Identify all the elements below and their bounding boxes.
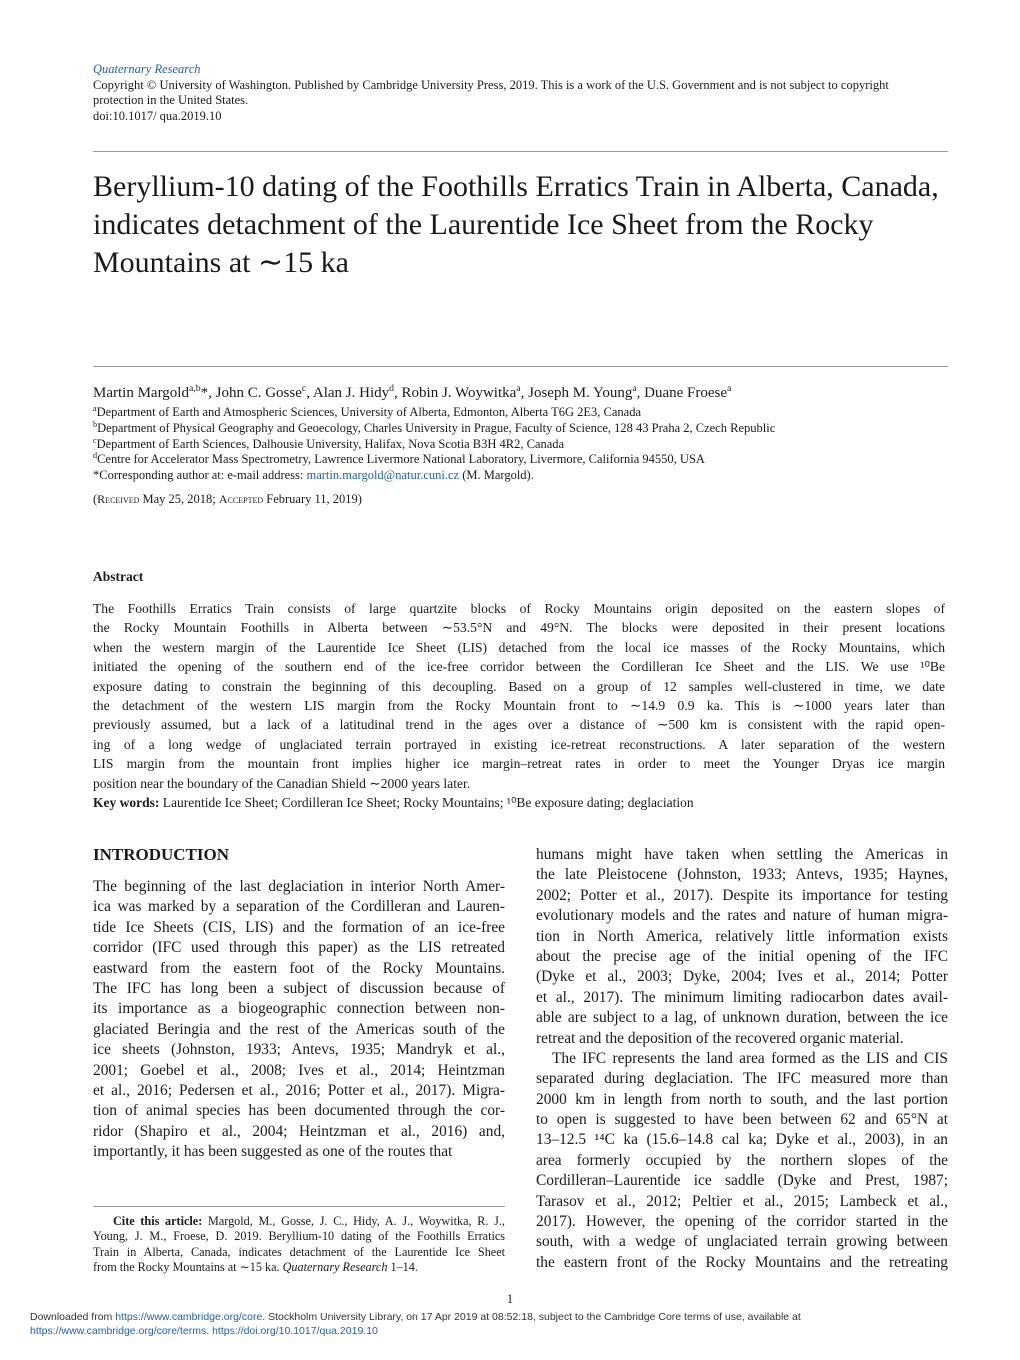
body-line: separated during deglaciation. The IFC measured more than (536, 1070, 948, 1088)
body-line: south, with a wedge of unglaciated terrain growing between (536, 1233, 948, 1251)
page-number: 1 (506, 1292, 514, 1306)
author: Martin Margold$^{a,b}$* (93, 383, 209, 401)
abstract-line: the Rocky Mountain Foothills in Alberta between ∼53.5°N and 49°N. The blocks were deposited in their present locations (93, 620, 945, 636)
body-line: eastward from the eastern foot of the Rocky Mountains. (93, 959, 505, 977)
body-line: tion of animal species has been documented through the cor- (93, 1102, 505, 1120)
cite-divider (93, 1206, 505, 1207)
abstract-line: LIS margin from the mountain front implies higher ice margin–retreat rates in order to meet the Younger Dryas ice margin (93, 756, 945, 772)
title-divider (93, 366, 948, 367)
abstract-line: exposure dating to constrain the beginning of this decoupling. Based on a group of 12 samples well-clustered in time, we date (93, 678, 945, 694)
download-footer: Downloaded from https://www.cambridge.org/core. Stockholm University Library, on 17 Apr 2019 at 08:52:18, subject to the Cambridge Core terms of use, available at https://www.cambridge.org/core/terms. https://doi.org/10.1017/qua.2019.10 (30, 1311, 801, 1337)
title-line: indicates detachment of the Laurentide Ice Sheet from the Rocky (93, 208, 874, 241)
body-line: ridor (Shapiro et al., 2004; Heintzman et al., 2016) and, (93, 1122, 505, 1140)
corresponding-author: *Corresponding author at: e-mail address: martin.margold@natur.cuni.cz (M. Margold). (93, 468, 534, 483)
body-line: the late Pleistocene (Johnston, 1933; Antevs, 1935; Haynes, (536, 866, 948, 884)
body-line: The beginning of the last deglaciation in interior North Amer- (93, 878, 505, 895)
body-line: humans might have taken when settling the Americas in (536, 846, 948, 863)
body-line: tion in North America, relatively little information exists (536, 927, 948, 945)
body-line: evolutionary models and the rates and nature of human migra- (536, 907, 948, 925)
cite-line: Cite this article: Margold, M., Gosse, J. C., Hidy, A. J., Woywitka, R. J., (113, 1214, 505, 1228)
copyright-line-1: Copyright © University of Washington. Published by Cambridge University Press, 2019. This is a work of the U.S. Government and is not subject to copyright (93, 77, 889, 92)
article-title (93, 168, 953, 282)
body-line: able are subject to a lag, of unknown duration, between the ice (536, 1009, 948, 1027)
received-dates: (Received May 25, 2018; Accepted February 11, 2019) (93, 492, 362, 506)
intro-right-column (536, 845, 948, 1273)
body-line: area formerly occupied by the northern slopes of the (536, 1151, 948, 1169)
body-line: retreat and the deposition of the recovered organic material. (536, 1029, 904, 1047)
body-line: The IFC represents the land area formed as the LIS and CIS (552, 1049, 948, 1067)
body-line: 2001; Goebel et al., 2008; Ives et al., 2014; Heintzman (93, 1061, 505, 1079)
affiliations (93, 405, 953, 484)
cambridge-core-link[interactable]: https://www.cambridge.org/core (115, 1311, 263, 1323)
affiliation: $^d$Centre for Accelerator Mass Spectrometry, Lawrence Livermore National Laboratory, Livermore, California 94550, USA (93, 451, 705, 467)
doi: doi:10.1017/ qua.2019.10 (93, 108, 222, 123)
title-line: Mountains at ∼15 ka (93, 246, 349, 279)
body-line: 2017). However, the opening of the corridor started in the (536, 1213, 948, 1231)
body-line: (Dyke et al., 2003; Dyke, 2004; Ives et al., 2014; Potter (536, 968, 948, 986)
body-line: et al., 2017). The minimum limiting radiocarbon dates avail- (536, 988, 948, 1006)
abstract-line: the detachment of the western LIS margin from the Rocky Mountain front to ∼14.9 0.9 ka. This is ∼1000 years later than (93, 697, 945, 713)
body-line: about the precise age of the initial opening of the IFC (536, 947, 948, 965)
abstract-line: The Foothills Erratics Train consists of large quartzite blocks of Rocky Mountains origin deposited on the eastern slopes of (93, 601, 945, 616)
abstract-line: previously assumed, but a lack of a latitudinal trend in the ages over a distance of ∼500 km is consistent with the rapid open- (93, 717, 945, 733)
body-line: Tarasov et al., 2012; Peltier et al., 2015; Lambeck et al., (536, 1192, 948, 1210)
journal-name[interactable]: Quaternary Research (93, 62, 201, 76)
author: Joseph M. Young$^a$ (528, 383, 637, 401)
affiliation: $^a$Department of Earth and Atmospheric Sciences, University of Alberta, Edmonton, Alberta T6G 2E3, Canada (93, 403, 642, 419)
header-divider (93, 151, 948, 152)
cite-line: from the Rocky Mountains at ∼15 ka. Quaternary Research 1–14. (93, 1260, 418, 1275)
cite-this-article (93, 1214, 505, 1276)
abstract-line: initiated the opening of the southern end of the ice-free corridor between the Cordilleran Ice Sheet and the LIS. We use ¹⁰Be (93, 659, 945, 675)
body-line: 2002; Potter et al., 2017). Despite its importance for testing (536, 886, 948, 904)
body-line: 2000 km in length from north to south, and the last portion (536, 1090, 948, 1108)
keywords: Key words: Laurentide Ice Sheet; Cordilleran Ice Sheet; Rocky Mountains; ¹⁰Be exposure dating; deglaciation (93, 795, 694, 810)
intro-left-column (93, 877, 505, 1162)
author: Duane Froese$^a$ (644, 383, 732, 401)
journal-header (93, 62, 953, 124)
author: Robin J. Woywitka$^a$ (401, 383, 521, 401)
cite-line: Train in Alberta, Canada, indicates detachment of the Laurentide Ice Sheet (93, 1244, 505, 1259)
cite-line: Young, J. M., Froese, D. 2019. Beryllium-10 dating of the Foothills Erratics (93, 1229, 505, 1244)
body-line: importantly, it has been suggested as one of the routes that (93, 1143, 453, 1161)
body-line: Cordilleran–Laurentide ice saddle (Dyke and Prest, 1987; (536, 1172, 948, 1190)
body-line: its importance as a biogeographic connection between non- (93, 1000, 505, 1018)
author: John C. Gosse$^c$ (215, 383, 307, 401)
body-line: the eastern front of the Rocky Mountains and the retreating (536, 1253, 948, 1271)
body-line: glaciated Beringia and the rest of the Americas south of the (93, 1020, 505, 1038)
author-list: Martin Margold$^{a,b}$*, John C. Gosse$^c$, Alan J. Hidy$^d$, Robin J. Woywitka$^a$, Joseph M. Young$^a$, Duane Froese$^a$ (93, 383, 732, 401)
email-link[interactable]: martin.margold@natur.cuni.cz (306, 468, 460, 483)
doi-link[interactable]: https://doi.org/10.1017/qua.2019.10 (212, 1324, 378, 1337)
body-line: ice sheets (Johnston, 1933; Antevs, 1935; Mandryk et al., (93, 1041, 505, 1059)
title-line: Beryllium-10 dating of the Foothills Erratics Train in Alberta, Canada, (93, 170, 939, 203)
affiliation: $^b$Department of Physical Geography and Geoecology, Charles University in Prague, Faculty of Science, 128 43 Praha 2, Czech Republic (93, 419, 776, 435)
introduction-heading: INTRODUCTION (93, 845, 230, 864)
body-line: ica was marked by a separation of the Cordilleran and Lauren- (93, 898, 505, 916)
body-line: The IFC has long been a subject of discussion because of (93, 979, 505, 997)
abstract-line: ing of a long wedge of unglaciated terrain portrayed in existing ice-retreat reconstructions. A later separation of the western (93, 736, 945, 752)
body-line: et al., 2016; Pedersen et al., 2016; Potter et al., 2017). Migra- (93, 1081, 505, 1099)
body-line: corridor (IFC used through this paper) as the LIS retreated (93, 939, 505, 957)
body-line: to open is suggested to have been between 62 and 65°N at (536, 1111, 948, 1129)
affiliation: $^c$Department of Earth Sciences, Dalhousie University, Halifax, Nova Scotia B3H 4R2, Canada (93, 435, 565, 451)
body-line: 13–12.5 ¹⁴C ka (15.6–14.8 cal ka; Dyke et al., 2003), in an (536, 1131, 948, 1149)
terms-link[interactable]: https://www.cambridge.org/core/terms (30, 1324, 207, 1337)
abstract-line: when the western margin of the Laurentide Ice Sheet (LIS) detached from the local ice masses of the Rocky Mountains, which (93, 639, 945, 655)
abstract-heading: Abstract (93, 569, 144, 584)
abstract-body (93, 599, 945, 793)
author: Alan J. Hidy$^d$ (312, 383, 395, 401)
copyright-line-2: protection in the United States. (93, 93, 249, 107)
body-line: tide Ice Sheets (CIS, LIS) and the formation of an ice-free (93, 918, 505, 936)
abstract-line: position near the boundary of the Canadian Shield ∼2000 years later. (93, 775, 471, 791)
